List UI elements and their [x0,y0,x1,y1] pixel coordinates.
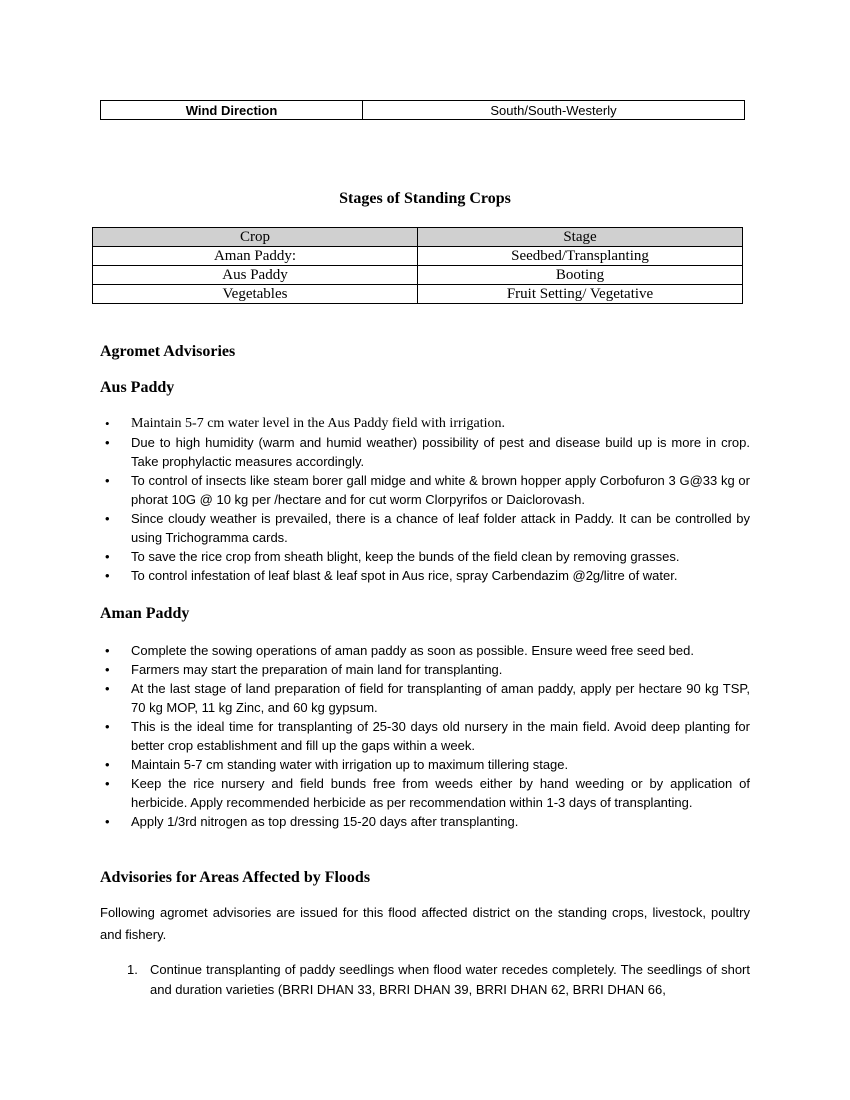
bullet: • [105,643,110,658]
aus-paddy-advisory-list [100,414,750,585]
bullet: • [105,662,110,677]
aus-paddy-heading: Aus Paddy [100,379,175,396]
stage-cell: Fruit Setting/ Vegetative [418,285,743,304]
crop-cell: Vegetables [93,285,418,304]
table-row [93,247,743,266]
bullet: • [105,473,110,488]
stages-title: Stages of Standing Crops [339,190,511,207]
list-item: • Farmers may start the preparation of main land for transplanting. [105,662,503,677]
bullet: • [105,681,110,696]
list-item: • Since cloudy weather is prevailed, there is a chance of leaf folder attack in Paddy. It can be controlled by using Trichogramma cards. [105,511,750,545]
table-row [93,266,743,285]
bullet: • [105,549,110,564]
bullet: • [105,757,110,772]
bullet: • [105,814,110,829]
list-item: • Apply 1/3rd nitrogen as top dressing 15-20 days after transplanting. [105,814,519,829]
list-item: • To save the rice crop from sheath blight, keep the bunds of the field clean by removing grasses. [105,549,680,564]
list-item: • Keep the rice nursery and field bunds free from weeds either by hand weeding or by application of herbicide. Apply recommended herbicide as per recommendation within 1-3 days of transplanting. [105,776,750,810]
table-row [101,101,745,120]
list-number: 1. [127,962,138,977]
bullet: • [105,435,110,450]
bullet: • [105,719,110,734]
flood-advisories-heading: Advisories for Areas Affected by Floods [100,869,371,886]
list-item: • Complete the sowing operations of aman paddy as soon as possible. Ensure weed free seed bed. [105,643,694,658]
wind-direction-label: Wind Direction [101,101,363,120]
list-item: • Due to high humidity (warm and humid weather) possibility of pest and disease build up is more in crop. Take prophylactic measures accordingly. [105,435,750,469]
wind-direction-value: South/South-Westerly [363,101,745,120]
crop-cell: Aus Paddy [93,266,418,285]
list-item: • To control infestation of leaf blast & leaf spot in Aus rice, spray Carbendazim @2g/litre of water. [105,568,678,583]
list-item: 1. Continue transplanting of paddy seedlings when flood water recedes completely. The seedlings of short and duration varieties (BRRI DHAN 33, BRRI DHAN 39, BRRI DHAN 62, BRRI DHAN 66, [127,962,750,997]
bullet: • [105,568,110,583]
aman-paddy-heading: Aman Paddy [100,605,190,622]
stage-cell: Booting [418,266,743,285]
list-item: • To control of insects like steam borer gall midge and white & brown hopper apply Corbofuron 3 G@33 kg or phorat 10G @ 10 kg per /hectare and for cut worm Clorpyrifos or Daiclorovash. [105,473,750,507]
flood-advisory-list [100,960,750,1000]
bullet: • [105,511,110,526]
stage-cell: Seedbed/Transplanting [418,247,743,266]
list-item: • Maintain 5-7 cm water level in the Aus Paddy field with irrigation. [105,416,506,431]
bullet: • [105,416,110,431]
column-header-crop: Crop [93,228,418,247]
list-item: • Maintain 5-7 cm standing water with irrigation up to maximum tillering stage. [105,757,569,772]
table-header-row [93,228,743,247]
column-header-stage: Stage [418,228,743,247]
agromet-advisories-heading: Agromet Advisories [100,343,236,360]
table-row [93,285,743,304]
list-item: • This is the ideal time for transplanting of 25-30 days old nursery in the main field. Avoid deep planting for better crop establishment and fill up the gaps within a week. [105,719,750,753]
aman-paddy-advisory-list [100,641,750,831]
flood-advisories-intro: Following agromet advisories are issued for this flood affected district on the standing crops, livestock, poultry and fishery. [100,905,750,942]
crop-stage-table [92,227,743,304]
bullet: • [105,776,110,791]
crop-cell: Aman Paddy: [93,247,418,266]
wind-direction-table [100,100,745,120]
list-item: • At the last stage of land preparation of field for transplanting of aman paddy, apply per hectare 90 kg TSP, 70 kg MOP, 11 kg Zinc, and 60 kg gypsum. [105,681,750,715]
